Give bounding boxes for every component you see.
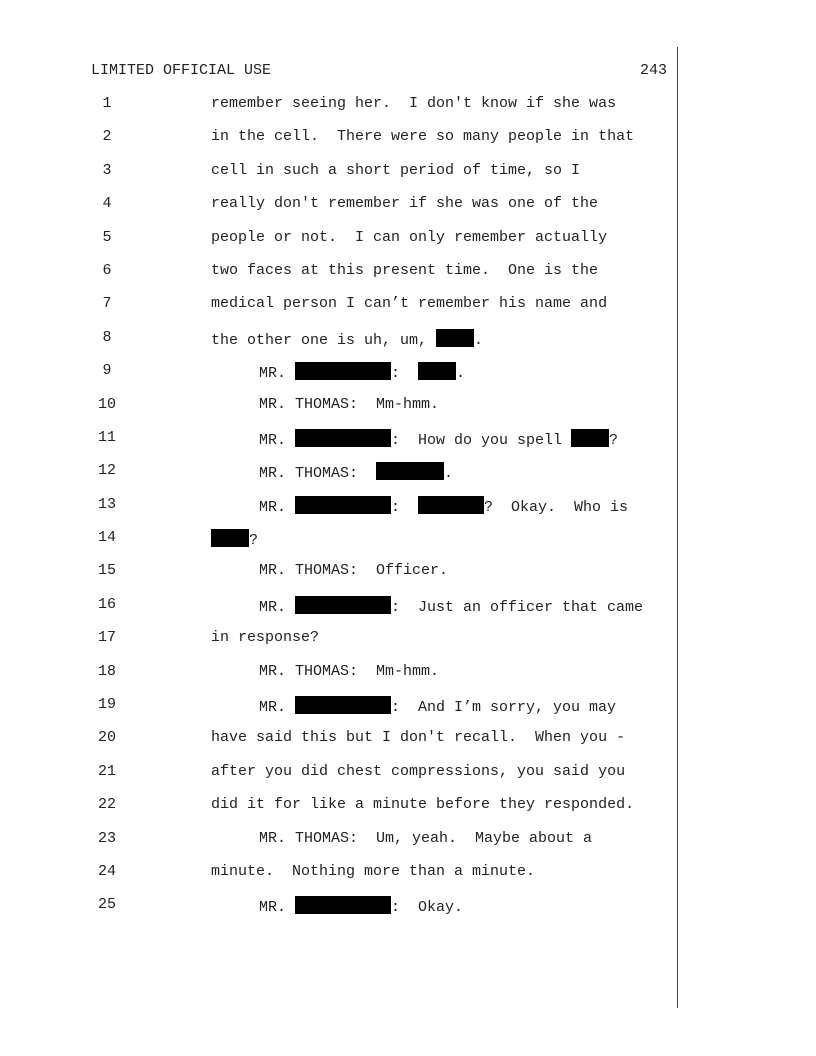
redaction-box (436, 329, 474, 347)
redaction-box (376, 462, 444, 480)
transcript-line (0, 596, 816, 629)
transcript-line (0, 729, 816, 762)
line-number: 13 (97, 495, 116, 513)
line-text: MR. THOMAS: Officer. (259, 562, 449, 580)
text-segment: MR. (259, 365, 296, 383)
line-number: 12 (97, 462, 116, 480)
transcript-line (0, 629, 816, 662)
line-text (259, 696, 616, 716)
line-text (259, 896, 463, 916)
transcript-line (0, 462, 816, 495)
line-number: 1 (102, 95, 112, 112)
transcript-line (0, 362, 816, 395)
text-segment: ? (609, 431, 619, 449)
line-text: medical person I can’t remember his name and (211, 295, 608, 313)
line-number: 9 (102, 362, 112, 380)
text-segment: : How do you spell (391, 431, 572, 449)
line-number: 3 (102, 161, 112, 179)
line-text (259, 496, 628, 516)
line-text: in response? (211, 629, 320, 647)
line-number: 15 (97, 562, 116, 580)
transcript-line (0, 763, 816, 796)
text-segment: : (391, 365, 419, 383)
line-number: 11 (97, 428, 116, 446)
page-number: 243 (639, 62, 667, 79)
text-segment: . (474, 331, 484, 349)
line-text: remember seeing her. I don't know if she was (211, 95, 617, 112)
line-number: 6 (102, 261, 112, 279)
classification-header: LIMITED OFFICIAL USE (91, 62, 272, 79)
transcript-line (0, 128, 816, 161)
line-text: MR. THOMAS: Mm-hmm. (259, 395, 440, 413)
text-segment: . (444, 465, 454, 483)
line-number: 20 (97, 729, 116, 747)
line-text: really don't remember if she was one of the (211, 195, 599, 213)
transcript-line (0, 195, 816, 228)
line-number: 7 (102, 295, 112, 313)
transcript-line (0, 95, 816, 128)
redaction-box (418, 496, 484, 514)
line-number: 16 (97, 595, 116, 613)
line-number: 5 (102, 228, 112, 246)
transcript-line (0, 295, 816, 328)
redaction-box (295, 496, 391, 514)
line-text (259, 362, 465, 382)
line-number: 10 (97, 395, 116, 413)
text-segment: MR. (259, 498, 296, 516)
text-segment: . (456, 365, 466, 383)
line-number: 2 (102, 128, 112, 146)
text-segment: ? Okay. Who is (484, 498, 629, 516)
text-segment: : Just an officer that came (391, 598, 644, 616)
line-text: did it for like a minute before they responded. (211, 796, 635, 814)
line-number: 19 (97, 696, 116, 714)
redaction-box (211, 529, 249, 547)
transcript-line (0, 529, 816, 562)
text-segment: : (391, 498, 419, 516)
text-segment: MR. (259, 598, 296, 616)
transcript-line (0, 696, 816, 729)
line-number: 17 (97, 629, 116, 647)
line-number: 24 (97, 862, 116, 880)
line-number: 22 (97, 796, 116, 814)
text-segment: : Okay. (391, 899, 464, 917)
text-segment: : And I’m sorry, you may (391, 699, 617, 717)
transcript-line (0, 262, 816, 295)
line-text: cell in such a short period of time, so I (211, 161, 581, 179)
line-text: in the cell. There were so many people in that (211, 128, 635, 146)
text-segment: the other one is uh, um, (211, 331, 437, 349)
redaction-box (295, 596, 391, 614)
transcript-line (0, 162, 816, 195)
line-number: 21 (97, 762, 116, 780)
line-text (259, 596, 643, 616)
transcript-line (0, 896, 816, 929)
line-text (259, 429, 618, 449)
line-text: MR. THOMAS: Mm-hmm. (259, 662, 440, 680)
line-number: 25 (97, 896, 116, 914)
line-text: after you did chest compressions, you said you (211, 762, 626, 780)
line-number: 23 (97, 829, 116, 847)
line-text: MR. THOMAS: Um, yeah. Maybe about a (259, 829, 593, 847)
line-text (259, 462, 453, 482)
text-segment: MR. (259, 899, 296, 917)
line-text: have said this but I don't recall. When you - (211, 729, 626, 747)
line-text: people or not. I can only remember actually (211, 228, 608, 246)
transcript-body (0, 95, 816, 930)
line-number: 18 (97, 662, 116, 680)
transcript-line (0, 229, 816, 262)
text-segment: ? (249, 532, 259, 550)
line-text (211, 329, 483, 349)
transcript-line (0, 863, 816, 896)
transcript-line (0, 429, 816, 462)
redaction-box (295, 429, 391, 447)
transcript-line (0, 496, 816, 529)
transcript-line (0, 329, 816, 362)
line-number: 14 (97, 529, 116, 547)
line-text: minute. Nothing more than a minute. (211, 862, 536, 880)
redaction-box (295, 696, 391, 714)
line-number: 4 (102, 195, 112, 213)
line-text: two faces at this present time. One is the (211, 261, 599, 279)
text-segment: MR. (259, 431, 296, 449)
redaction-box (571, 429, 609, 447)
transcript-line (0, 830, 816, 863)
text-segment: MR. THOMAS: (259, 465, 377, 483)
transcript-line (0, 796, 816, 829)
transcript-line (0, 396, 816, 429)
line-text (211, 529, 258, 549)
text-segment: MR. (259, 699, 296, 717)
transcript-line (0, 562, 816, 595)
line-number: 8 (102, 328, 112, 346)
redaction-box (295, 896, 391, 914)
redaction-box (295, 362, 391, 380)
transcript-line (0, 663, 816, 696)
redaction-box (418, 362, 456, 380)
